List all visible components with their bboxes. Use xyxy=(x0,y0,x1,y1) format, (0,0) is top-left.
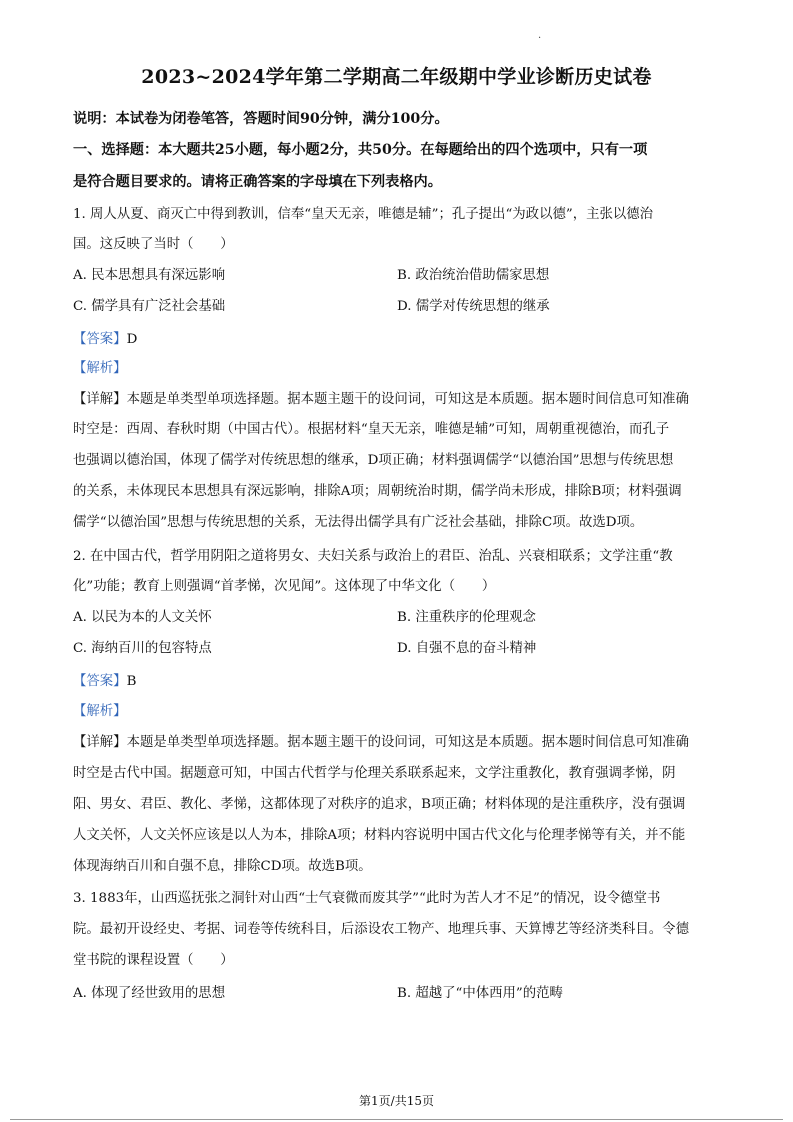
header-dot: . xyxy=(538,30,542,41)
page-footer: 第1页/共15页 xyxy=(359,1094,434,1108)
q1-detail-line-2: 时空是：西周、春秋时期（中国古代）。根据材料“皇天无亲，唯德是辅”可知，周朝重视德治，而孔子 xyxy=(73,422,670,437)
q1-option-b: B. 政治统治借助儒家思想 xyxy=(397,268,550,283)
bottom-divider xyxy=(10,1119,783,1120)
q3-option-b: B. 超越了“中体西用”的范畴 xyxy=(397,986,563,1001)
exam-instructions: 说明：本试卷为闭卷笔答，答题时间90分钟，满分100分。 xyxy=(73,111,449,127)
q2-answer xyxy=(73,670,136,689)
q1-stem-line-2: 国。这反映了当时（ ） xyxy=(73,237,234,252)
q1-detail-line-1 xyxy=(73,388,689,407)
q2-detail-label: 【详解】 xyxy=(73,735,127,750)
q1-analysis-label: 【解析】 xyxy=(73,361,127,376)
q2-detail-line-1 xyxy=(73,731,689,750)
section-heading-line-2: 是符合题目要求的。请将正确答案的字母填在下列表格内。 xyxy=(73,174,442,190)
q2-option-b: B. 注重秩序的伦理观念 xyxy=(397,610,536,625)
q1-answer-label: 【答案】 xyxy=(73,332,127,347)
q2-option-a: A. 以民为本的人文关怀 xyxy=(73,610,212,625)
q2-stem-line-2: 化”功能；教育上则强调“首孝悌，次见闻”。这体现了中华文化（ ） xyxy=(73,579,496,594)
q3-stem-line-3: 堂书院的课程设置（ ） xyxy=(73,953,234,968)
q2-answer-value: B xyxy=(126,674,137,689)
q1-detail-text-1: 本题是单类型单项选择题。据本题主题干的设问词，可知这是本质题。据本题时间信息可知准确 xyxy=(126,392,689,407)
q2-detail-line-2: 时空是古代中国。据题意可知，中国古代哲学与伦理关系联系起来，文学注重教化，教育强调孝悌，阴 xyxy=(73,766,676,781)
q2-detail-line-5: 体现海纳百川和自强不息，排除CD项。故选B项。 xyxy=(73,859,372,874)
q1-detail-line-3: 也强调以德治国，体现了儒学对传统思想的继承，D项正确；材料强调儒学“以德治国”思想与传统思想 xyxy=(73,453,674,468)
q1-option-c: C. 儒学具有广泛社会基础 xyxy=(73,299,226,314)
q2-detail-text-1: 本题是单类型单项选择题。据本题主题干的设问词，可知这是本质题。据本题时间信息可知准确 xyxy=(126,735,689,750)
q1-detail-line-4: 的关系，未体现民本思想具有深远影响，排除A项；周朝统治时期，儒学尚未形成，排除B项；材料强调 xyxy=(73,484,682,499)
q2-analysis-label: 【解析】 xyxy=(73,704,127,719)
q1-answer xyxy=(73,328,137,347)
q1-option-d: D. 儒学对传统思想的继承 xyxy=(397,299,550,314)
q2-detail-line-3: 阳、男女、君臣、教化、孝悌，这都体现了对秩序的追求，B项正确；材料体现的是注重秩序，没有强调 xyxy=(73,797,686,812)
section-heading-line-1: 一、选择题：本大题共25小题，每小题2分，共50分。在每题给出的四个选项中，只有一项 xyxy=(73,142,648,158)
q1-detail-line-5: 儒学“以德治国”思想与传统思想的关系，无法得出儒学具有广泛社会基础，排除C项。故选D项。 xyxy=(73,515,644,530)
q2-option-c: C. 海纳百川的包容特点 xyxy=(73,641,212,656)
page-title: 2023~2024学年第二学期高二年级期中学业诊断历史试卷 xyxy=(141,66,652,88)
q3-stem-line-2: 院。最初开设经史、考据、词卷等传统科目，后添设农工物产、地理兵事、天算博艺等经济类科目。令德 xyxy=(73,922,689,937)
q3-stem-line-1: 3. 1883年，山西巡抚张之洞针对山西“士气衰微而废其学”“此时为苦人才不足”的情况，设令德堂书 xyxy=(73,891,661,906)
q2-answer-label: 【答案】 xyxy=(73,674,127,689)
q2-detail-line-4: 人文关怀，人文关怀应该是以人为本，排除A项；材料内容说明中国古代文化与伦理孝悌等有关，并不能 xyxy=(73,828,686,843)
q3-option-a: A. 体现了经世致用的思想 xyxy=(73,986,226,1001)
q1-detail-label: 【详解】 xyxy=(73,392,127,407)
q1-option-a: A. 民本思想具有深远影响 xyxy=(73,268,226,283)
q2-stem-line-1: 2. 在中国古代，哲学用阴阳之道将男女、夫妇关系与政治上的君臣、治乱、兴衰相联系；文学注重“教 xyxy=(73,549,673,564)
q2-option-d: D. 自强不息的奋斗精神 xyxy=(397,641,537,656)
q1-stem-line-1: 1. 周人从夏、商灭亡中得到教训，信奉“皇天无亲，唯德是辅”；孔子提出“为政以德”，主张以德治 xyxy=(73,207,654,222)
q1-answer-value: D xyxy=(126,332,138,347)
